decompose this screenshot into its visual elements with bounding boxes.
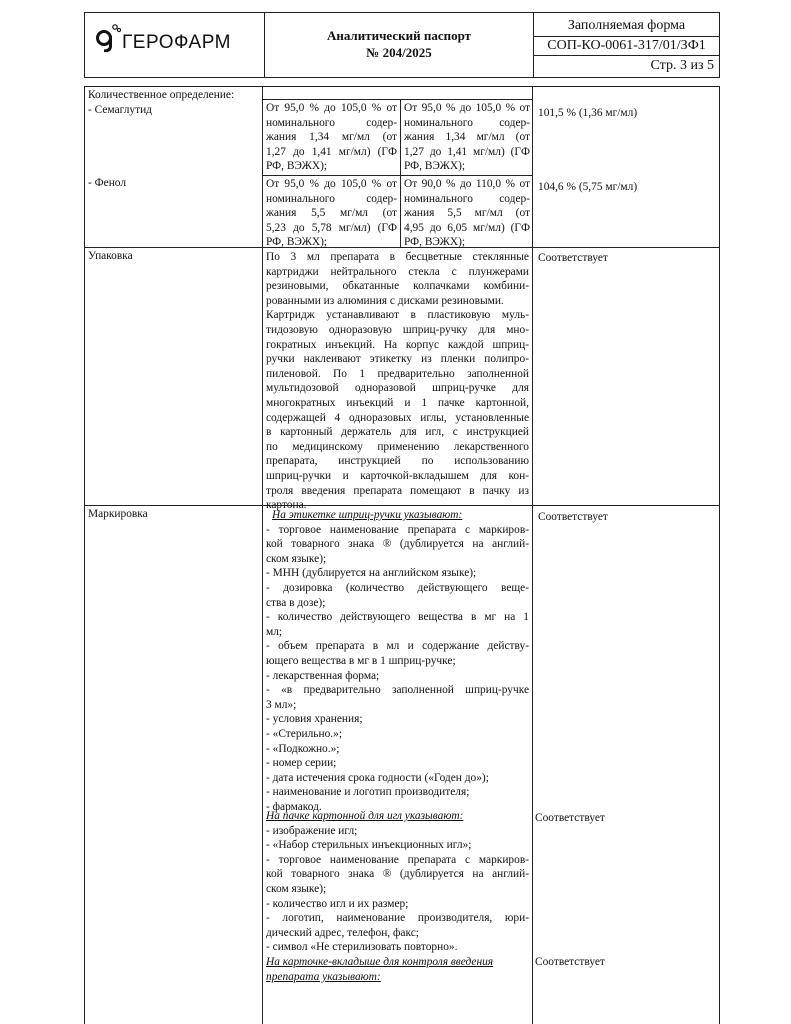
document-number: № 204/2025 [366,45,432,60]
box-header: На пачке картонной для игл указывают: [266,810,464,822]
packaging-line: Картридж устанавливают в пластиковую муль- [266,309,529,322]
document-title [265,27,533,61]
marking-line: - фармакод. [266,800,322,813]
packaging-line: препарата, инструкцией по использованию [266,455,529,468]
marking-line: - лекарственная форма; [266,669,380,682]
table-col-divider-2 [532,86,533,1024]
packaging-line: картриджи нейтрального стекла с плунжерами [266,265,529,278]
table-hline-spec-top [262,99,533,100]
header-hline-2 [533,55,720,56]
spec-line: РФ, ВЭЖХ); [266,160,328,173]
packaging-line: содержащей 4 одноразовых иглы, установленные [266,411,529,424]
spec-line: От 90,0 % до 110,0 % от [404,178,530,190]
spec-line: 5,23 до 5,78 мг/мл) (ГФ [266,221,397,234]
marking-label: Маркировка [88,508,148,520]
sema-spec-2 [404,101,530,174]
marking-line: - «Набор стерильных инъекционных игл»; [266,839,472,852]
packaging-line: шприц-ручки и карточкой-вкладышем для кон- [266,469,529,482]
page-number: Стр. 3 из 5 [650,58,714,73]
marking-line: - «в предварительно заполненной шприц-ручке [266,684,529,697]
phenol-spec-1 [266,177,397,250]
marking-line: - торговое наименование препарата с маркиров- [266,523,529,536]
packaging-line: многократных инъекций и 1 пачке картонной, [266,396,529,409]
packaging-spec [266,250,529,513]
form-code: СОП-КО-0061-317/01/ЗФ1 [547,38,706,53]
quant-phenol-label: - Фенол [88,177,127,189]
spec-line: 1,27 до 1,41 мг/мл) (ГФ [266,145,397,158]
marking-line: ском языке); [266,552,327,565]
packaging-line: резиновыми, обкатанные колпачками комбини- [266,280,529,293]
marking-line: - количество действующего вещества в мг на 1 [266,611,529,624]
marking-line: - объем препарата в мл и содержание действу- [266,640,529,653]
spec-line: номинального содер- [266,192,397,205]
marking-line: ства в дозе); [266,596,326,609]
header-border-top [84,12,720,13]
sema-result: 101,5 % (1,36 мг/мл) [538,107,638,119]
marking-line: - изображение игл; [266,824,358,837]
table-hline-phenol [262,175,533,176]
spec-line: РФ, ВЭЖХ); [404,236,466,249]
marking-line: - дата истечения срока годности («Годен до»); [266,771,489,784]
packaging-label: Упаковка [88,250,133,262]
packaging-line: в картонный держатель для игл, с инструкцией [266,426,529,439]
packaging-line: пиленовой. По 1 предварительно заполненной [266,367,529,380]
packaging-line: тидозовую одноразовую шприц-ручку для мно- [266,323,529,336]
phenol-result: 104,6 % (5,75 мг/мл) [538,181,638,193]
marking-line: ском языке); [266,882,327,895]
packaging-line: ручки наклеивают этикетку из пленки полипро- [266,353,529,366]
marking-card-spec [266,955,529,984]
marking-card-result: Соответствует [535,956,605,968]
sema-spec-1 [266,101,397,174]
spec-line: РФ, ВЭЖХ); [404,160,466,173]
company-logo-icon [93,22,123,52]
marking-box-spec [266,809,529,955]
marking-line: - «Подкожно.»; [266,742,340,755]
quant-title: Количественное определение: [88,89,235,101]
table-border-top [84,86,720,87]
marking-pen-result: Соответствует [538,511,608,523]
table-col-divider-1 [262,86,263,1024]
packaging-line: гократных инъекций. На корпус каждой шприц- [266,338,529,351]
phenol-spec-2 [404,177,530,250]
marking-line: - номер серии; [266,757,337,770]
header-border-right [719,12,720,78]
spec-line: номинального содер- [404,116,530,129]
quant-semaglutide-label: - Семаглутид [88,104,152,116]
marking-line: мл; [266,625,283,638]
marking-line: - условия хранения; [266,713,363,726]
spec-line: РФ, ВЭЖХ); [266,236,328,249]
packaging-line: троля введения препарата помещают в пачку из [266,484,529,497]
header-border-bottom [84,77,720,78]
marking-line: - «Стерильно.»; [266,727,342,740]
marking-line: - дозировка (количество действующего веще- [266,581,529,594]
marking-line: ющего вещества в мг в 1 шприц-ручке; [266,654,456,667]
marking-box-result: Соответствует [535,812,605,824]
spec-line: номинального содер- [266,116,397,129]
marking-line: дический адрес, телефон, факс; [266,926,419,939]
spec-line: От 95,0 % до 105,0 % от [266,102,397,114]
marking-line: - МНН (дублируется на английском языке); [266,567,477,580]
packaging-line: картона. [266,499,307,512]
table-border-left [84,86,85,1024]
document-title-line1: Аналитический паспорт [326,28,472,43]
packaging-line: По 3 мл препарата в бесцветные стеклянные [266,251,529,263]
card-header-line2: препарата указывают: [266,970,381,983]
card-header-line1: На карточке-вкладыше для контроля введения [266,956,494,968]
marking-pen-spec [266,508,529,814]
marking-line: - наименование и логотип производителя; [266,786,470,799]
pen-header: На этикетке шприц-ручки указывают: [272,509,463,521]
table-border-right [719,86,720,1024]
marking-line: кой товарного знака ® (дублируется на англий- [266,868,529,881]
form-label: Заполняемая форма [567,18,686,33]
table-hline-packaging [84,247,720,248]
spec-line: 4,95 до 6,05 мг/мл) (ГФ [404,221,530,234]
table-col-divider-spec [400,99,401,247]
packaging-line: мультидозовой одноразовой шприц-ручке для [266,382,529,395]
spec-line: жания 1,34 мг/мл (от [404,131,530,144]
spec-line: От 95,0 % до 105,0 % от [266,178,397,190]
marking-line: - торговое наименование препарата с маркиров- [266,853,529,866]
packaging-result: Соответствует [538,252,608,264]
marking-line: - логотип, наименование производителя, юри- [266,912,529,925]
spec-line: жания 5,5 мг/мл (от [266,207,397,220]
marking-line: - количество игл и их размер; [266,897,409,910]
spec-line: номинального содер- [404,192,530,205]
company-name: ГЕРОФАРМ [122,32,231,53]
marking-line: - символ «Не стерилизовать повторно». [266,941,458,954]
spec-line: 1,27 до 1,41 мг/мл) (ГФ [404,145,530,158]
packaging-line: по медицинскому применению лекарственного [266,440,529,453]
marking-line: кой товарного знака ® (дублируется на англий- [266,538,529,551]
packaging-line: рованными из алюминия с дисками резиновыми. [266,294,504,307]
spec-line: От 95,0 % до 105,0 % от [404,102,530,114]
spec-line: жания 5,5 мг/мл (от [404,207,530,220]
marking-line: 3 мл»; [266,698,297,711]
spec-line: жания 1,34 мг/мл (от [266,131,397,144]
header-border-left [84,12,85,78]
